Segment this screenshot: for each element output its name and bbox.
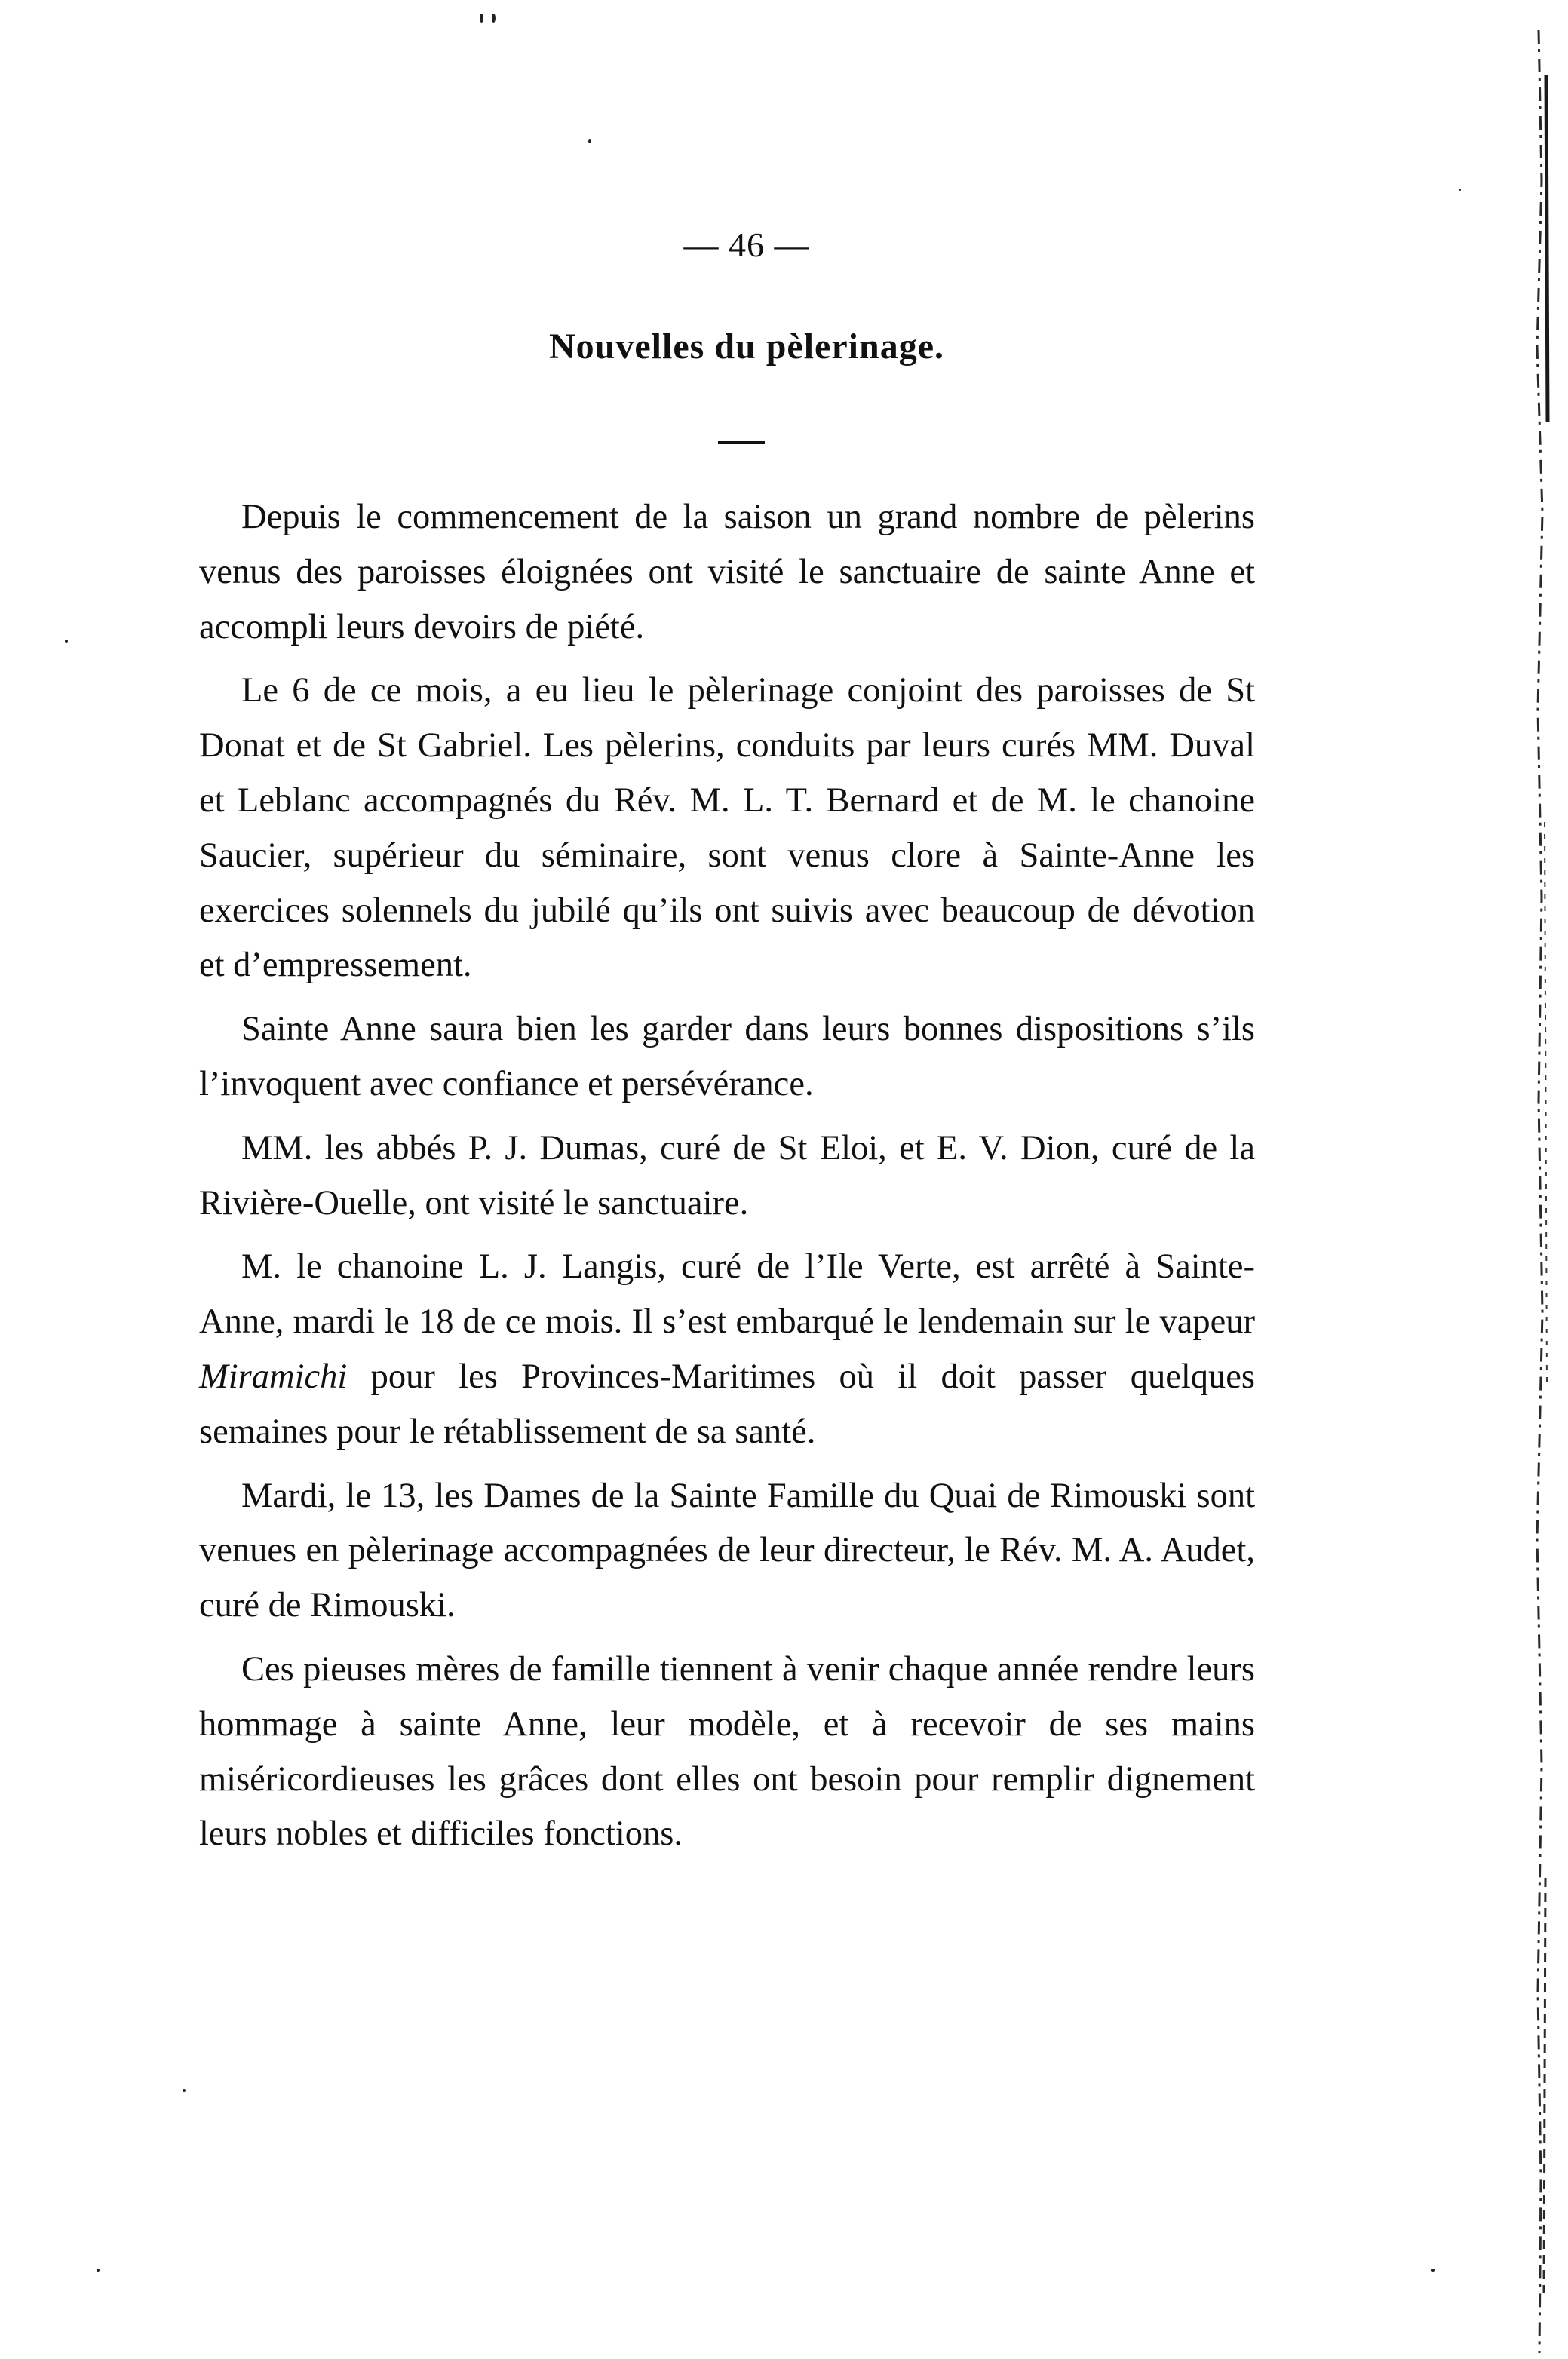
section-heading: Nouvelles du pèlerinage. xyxy=(549,327,944,367)
paragraph-canon-langis-text-after: pour les Provinces-Maritimes où il doit passer quelques semaines pour le rétablissement de sa santé. xyxy=(199,1357,1255,1451)
scan-speck xyxy=(65,640,68,643)
vessel-name: Miramichi xyxy=(199,1357,348,1396)
scan-speck xyxy=(1459,189,1461,191)
scan-edge-shadow xyxy=(1519,30,1557,2353)
page-number: — 46 — xyxy=(683,225,810,264)
article-body xyxy=(199,490,1255,1862)
paragraph-season-pilgrims: Depuis le commencement de la saison un grand nombre de pèlerins venus des paroisses éloignées ont visité le sanctuaire de sainte Anne et accompli leurs devoirs de piété. xyxy=(199,498,1255,646)
scan-speck xyxy=(588,139,591,143)
paragraph-dames-sainte-famille: Mardi, le 13, les Dames de la Sainte Famille du Quai de Rimouski sont venues en pèlerinage accompagnées de leur directeur, le Rév. M. A. Audet, curé de Rimouski. xyxy=(199,1476,1255,1625)
paragraph-canon-langis-text-before: M. le chanoine L. J. Langis, curé de l’Ile Verte, est arrêté à Sainte-Anne, mardi le 18 de ce mois. Il s’est embarqué le lendemain sur le vapeur xyxy=(199,1247,1255,1342)
paragraph-joint-pilgrimage: Le 6 de ce mois, a eu lieu le pèlerinage conjoint des paroisses de St Donat et de St Gabriel. Les pèlerins, conduits par leurs curés MM. Duval et Leblanc accompagnés du Rév. M. L. T. Bernard et de M. le chanoine Saucier, supérieur du séminaire, sont venus clore à Sainte-Anne les exercices solennels du jubilé qu’ils ont suivis avec beaucoup de dévotion et d’empressement. xyxy=(199,671,1255,985)
paragraph-meres-de-famille: Ces pieuses mères de famille tiennent à venir chaque année rendre leurs hommage à sainte Anne, leur modèle, et à recevoir de ses mains miséricordieuses les grâces dont elles ont besoin pour remplir dignement leurs nobles et difficiles fonctions. xyxy=(199,1649,1255,1854)
paragraph-sainte-anne-guard: Sainte Anne saura bien les garder dans leurs bonnes dispositions s’ils l’invoquent avec confiance et persévérance. xyxy=(199,1010,1255,1103)
heading-rule xyxy=(718,441,765,444)
scan-speck xyxy=(97,2269,100,2272)
scan-speck xyxy=(183,2089,186,2092)
paragraph-canon-langis xyxy=(199,1240,1255,1459)
scan-speck xyxy=(480,14,483,23)
paragraph-abbes-visit: MM. les abbés P. J. Dumas, curé de St Eloi, et E. V. Dion, curé de la Rivière-Ouelle, ont visité le sanctuaire. xyxy=(199,1128,1255,1222)
scan-speck xyxy=(1431,2269,1435,2272)
scan-speck xyxy=(492,14,496,23)
